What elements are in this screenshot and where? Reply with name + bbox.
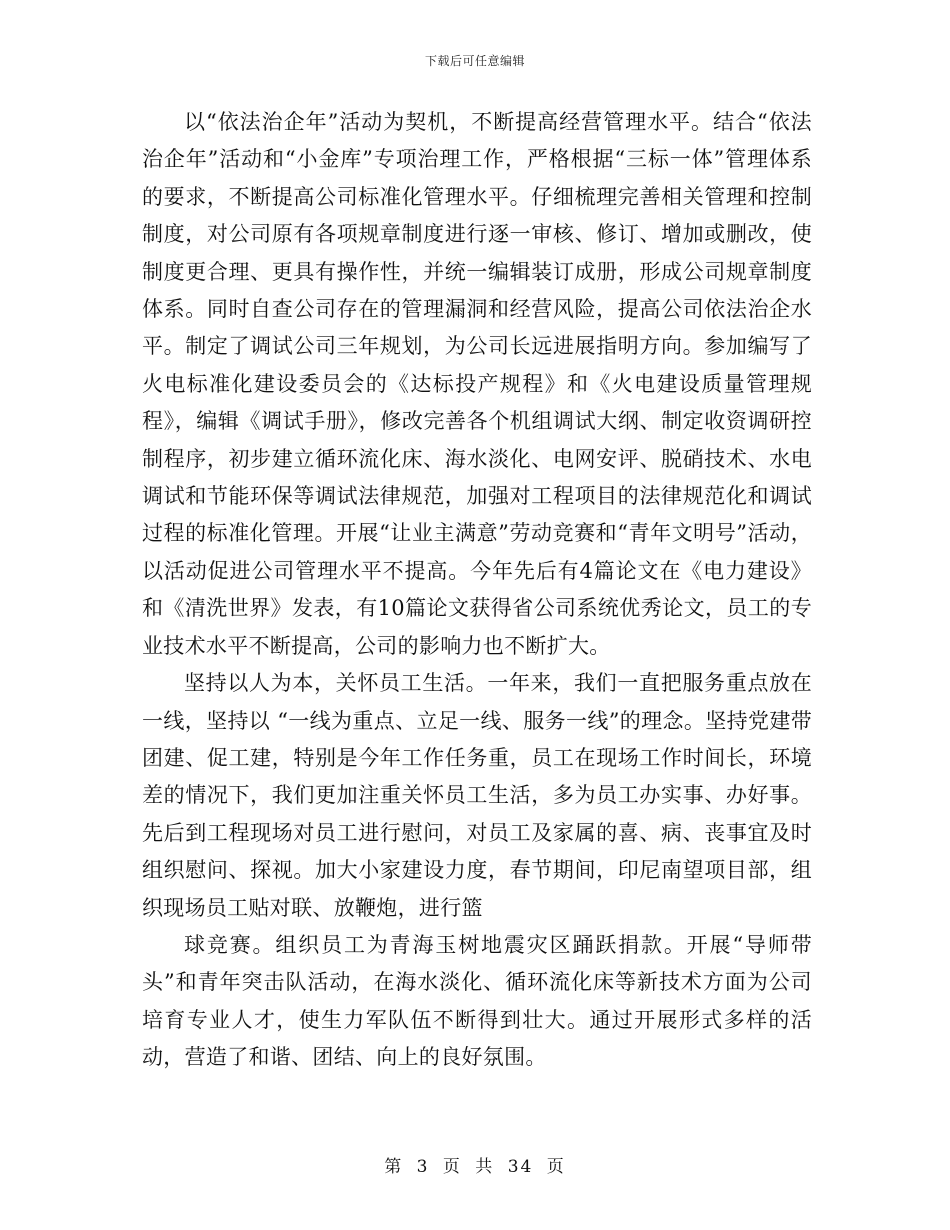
paragraph-activities: 球竞赛。组织员工为青海玉树地震灾区踊跃捐款。开展“导师带头”和青年突击队活动，在海水淡化、循环流化床等新技术方面为公司培育专业人才，使生力军队伍不断得到壮大。通过开展形式多样的活动，营造了和谐、团结、向上的良好氛围。 xyxy=(142,932,812,1070)
paragraph-legal-management: 以“依法治企年”活动为契机，不断提高经营管理水平。结合“依法治企年”活动和“小金库”专项治理工作，严格根据“三标一体”管理体系的要求，不断提高公司标准化管理水平。仔细梳理完善相关管理和控制制度，对公司原有各项规章制度进行逐一审核、修订、增加或删改，使制度更合理、更具有操作性，并统一编辑装订成册，形成公司规章制度体系。同时自查公司存在的管理漏洞和经营风险，提高公司依法治企水平。制定了调试公司三年规划，为公司长远进展指明方向。参加编写了火电标准化建设委员会的《达标投产规程》和《火电建设质量管理规程》，编辑《调试手册》，修改完善各个机组调试大纲、制定收资调研控制程序，初步建立循环流化床、海水淡化、电网安评、脱硝技术、水电调试和节能环保等调试法律规范，加强对工程项目的法律规范化和调试过程的标准化管理。开展“让业主满意”劳动竞赛和“青年文明号”活动，以活动促进公司管理水平不提高。今年先后有4篇论文在《电力建设》和《清洗世界》发表，有10篇论文获得省公司系统优秀论文，员工的专业技术水平不断提高，公司的影响力也不断扩大。 xyxy=(142,110,812,658)
paragraph-employee-care: 坚持以人为本，关怀员工生活。一年来，我们一直把服务重点放在一线，坚持以 “一线为重点、立足一线、服务一线”的理念。坚持党建带团建、促工建，特别是今年工作任务重，员工在现场工作时间长，环境差的情况下，我们更加注重关怀员工生活，多为员工办实事、办好事。先后到工程现场对员工进行慰问，对员工及家属的喜、病、丧事宜及时组织慰问、探视。加大小家建设力度，春节期间，印尼南望项目部，组织现场员工贴对联、放鞭炮，进行篮 xyxy=(142,671,812,920)
page-header: 下载后可任意编辑 xyxy=(424,54,525,68)
document-body xyxy=(142,104,812,1077)
page-number-footer: 第 3 页 共 34 页 xyxy=(384,1157,566,1177)
